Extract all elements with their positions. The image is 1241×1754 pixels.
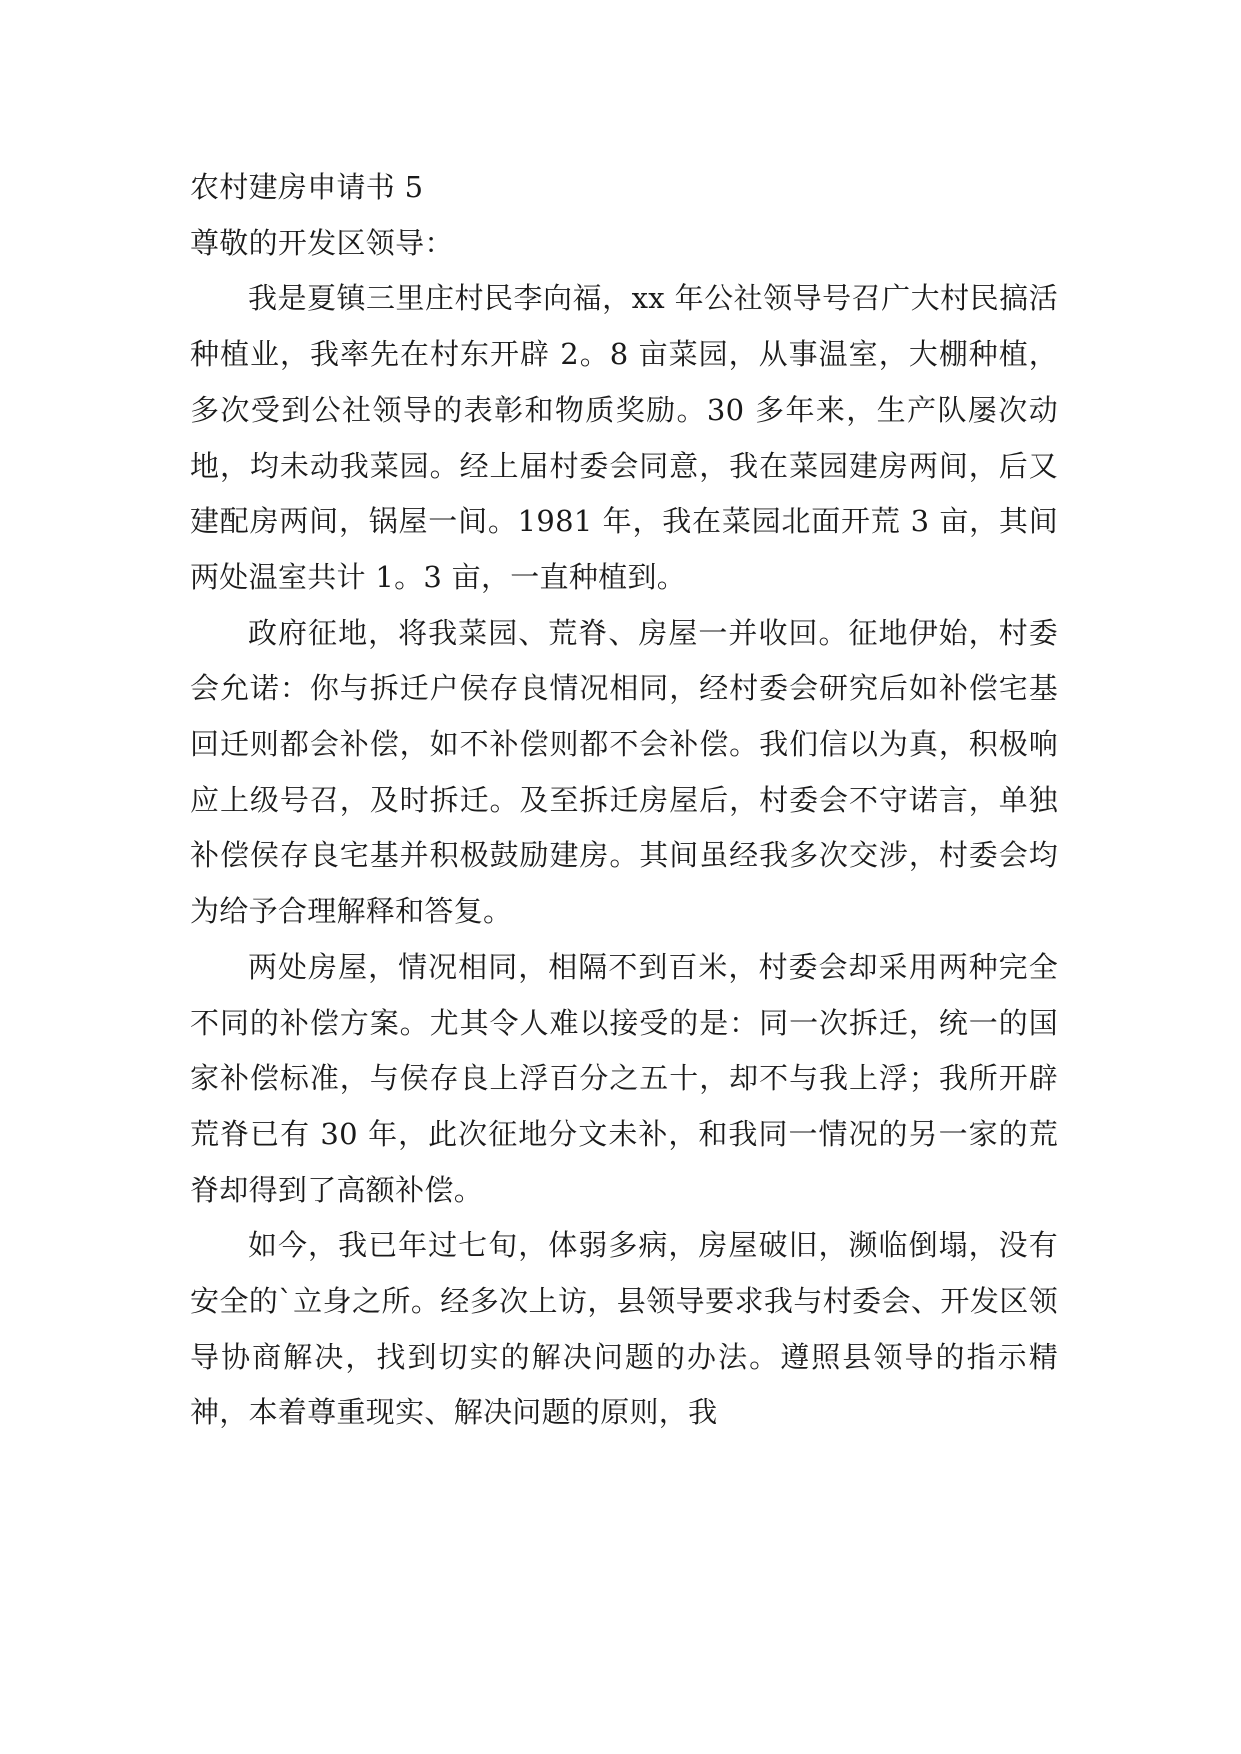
- salutation: 尊敬的开发区领导：: [190, 225, 454, 260]
- paragraph-2: 政府征地，将我菜园、荒脊、房屋一并收回。征地伊始，村委会允诺：你与拆迁户侯存良情况相同，经村委会研究后如补偿宅基回迁则都会补偿，如不补偿则都不会补偿。我们信以为真，积极响应上级号召，及时拆迁。及至拆迁房屋后，村委会不守诺言，单独补偿侯存良宅基并积极鼓励建房。其间虽经我多次交涉，村委会均为给予合理解释和答复。: [190, 615, 1058, 929]
- document-title: 农村建房申请书 5: [190, 170, 424, 204]
- paragraph-3: 两处房屋，情况相同，相隔不到百米，村委会却采用两种完全不同的补偿方案。尤其令人难以接受的是：同一次拆迁，统一的国家补偿标准，与侯存良上浮百分之五十，却不与我上浮；我所开辟荒脊已有 30 年，此次征地分文未补，和我同一情况的另一家的荒脊却得到了高额补偿。: [190, 949, 1058, 1207]
- paragraph-4: 如今，我已年过七旬，体弱多病，房屋破旧，濒临倒塌，没有安全的`立身之所。经多次上访，县领导要求我与村委会、开发区领导协商解决，找到切实的解决问题的办法。遵照县领导的指示精神，本着尊重现实、解决问题的原则，我: [190, 1228, 1058, 1430]
- paragraph-1: 我是夏镇三里庄村民李向福，xx 年公社领导号召广大村民搞活种植业，我率先在村东开辟 2。8 亩菜园，从事温室，大棚种植，多次受到公社领导的表彰和物质奖励。30 多年来，生产队屡次动地，均未动我菜园。经上届村委会同意，我在菜园建房两间，后又建配房两间，锅屋一间。1981 年，我在菜园北面开荒 3 亩，其间两处温室共计 1。3 亩，一直种植到。: [190, 281, 1058, 594]
- document-body: [190, 160, 1058, 1441]
